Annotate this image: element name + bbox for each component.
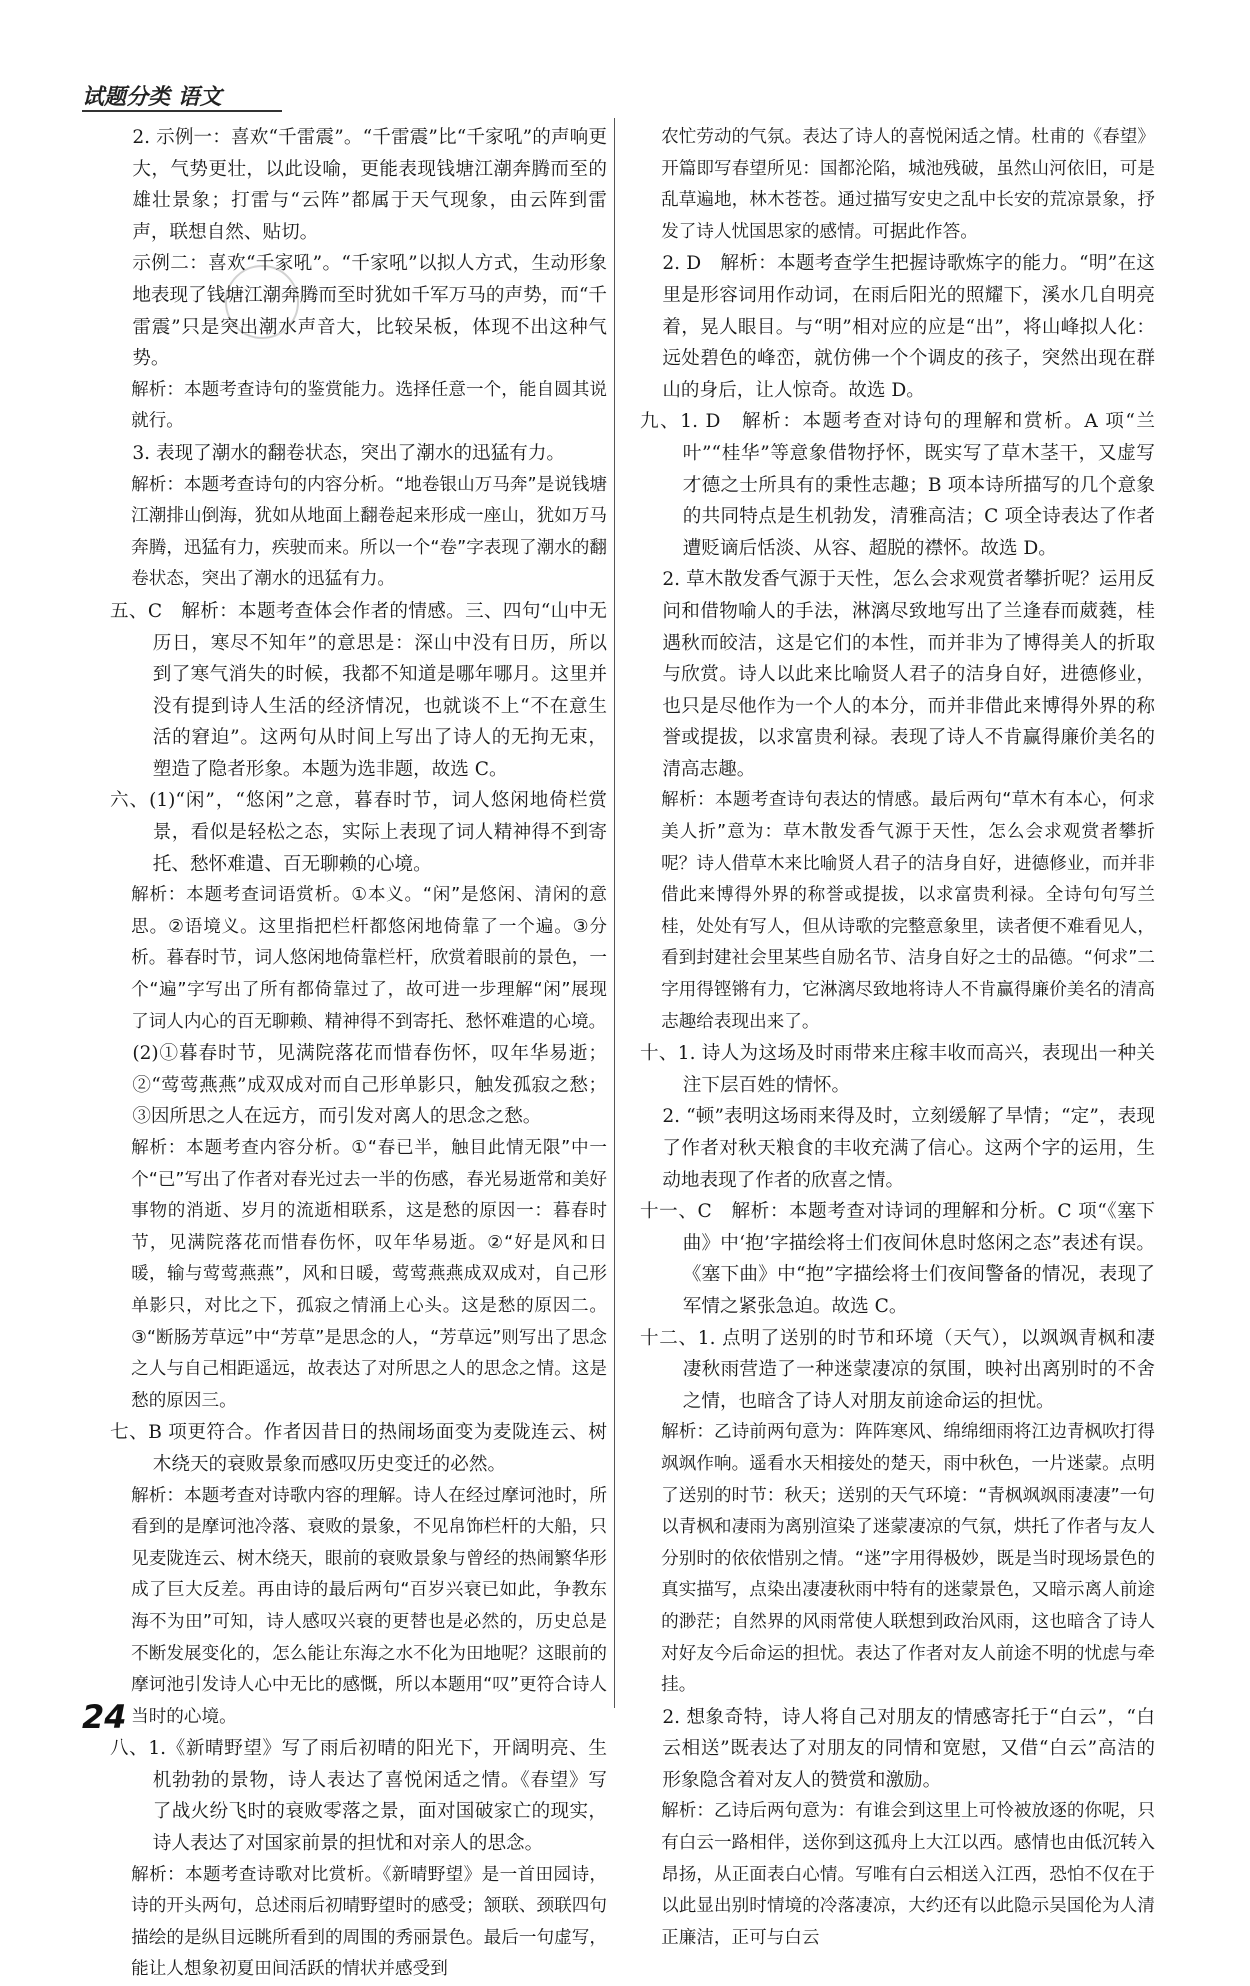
answer-paragraph: 2. 示例一：喜欢“千雷震”。“千雷震”比“千家吼”的声响更大，气势更壮，以此设喻，更能表现钱塘江潮奔腾而至的雄壮景象；打雷与“云阵”都属于天气现象，由云阵到雷声，联想自然、贴切。 [132,127,607,243]
answer-paragraph: 十二、1. 点明了送别的时节和环境（天气），以飒飒青枫和凄凄秋雨营造了一种迷蒙凄凉的氛围，映衬出离别时的不舍之情，也暗含了诗人对朋友前途命运的担忧。 [640,1327,1155,1412]
right-column [640,122,1155,1948]
header-rule [82,110,282,112]
analysis-paragraph: 解析：本题考查诗句的内容分析。“地卷银山万马奔”是说钱塘江潮排山倒海，犹如从地面上翻卷起来形成一座山，犹如万马奔腾，迅猛有力，疾驶而来。所以一个“卷”字表现了潮水的翻卷状态，突出了潮水的迅猛有力。 [131,474,607,590]
answer-paragraph: 十一、C 解析：本题考查对诗词的理解和分析。C 项“《塞下曲》中‘抱’字描绘将士们夜间休息时悠闲之态”表述有误。《塞下曲》中“抱”字描绘将士们夜间警备的情况，表现了军情之紧张急迫。故选 C。 [640,1201,1155,1317]
answer-paragraph: 八、1.《新晴野望》写了雨后初晴的阳光下，开阔明亮、生机勃勃的景物，诗人表达了喜悦闲适之情。《春望》写了战火纷飞时的衰败零落之景，面对国破家亡的现实，诗人表达了对国家前景的担忧和对亲人的思念。 [110,1738,607,1855]
answer-paragraph: 2. 草木散发香气源于天性，怎么会求观赏者攀折呢？运用反问和借物喻人的手法，淋漓尽致地写出了兰逢春而葳蕤，桂遇秋而皎洁，这是它们的本性，而并非为了博得美人的折取与欣赏。诗人以此来比喻贤人君子的洁身自好，进德修业，也只是尽他作为一个人的本分，而并非借此来博得外界的称誉或提拔，以求富贵利禄。表现了诗人不肯赢得廉价美名的清高志趣。 [662,569,1155,780]
answer-paragraph: 2. “顿”表明这场雨来得及时，立刻缓解了旱情；“定”，表现了作者对秋天粮食的丰收充满了信心。这两个字的运用，生动地表现了作者的欣喜之情。 [662,1106,1155,1191]
analysis-paragraph: 解析：本题考查诗句的鉴赏能力。选择任意一个，能自圆其说就行。 [131,379,607,432]
page-number: 24 [82,1698,127,1736]
analysis-paragraph: 解析：乙诗前两句意为：阵阵寒风、绵绵细雨将江边青枫吹打得飒飒作响。遥看水天相接处的楚天，雨中秋色，一片迷蒙。点明了送别的时节：秋天；送别的天气环境：“青枫飒飒雨凄凄”一句以青枫和凄雨为离别渲染了迷蒙凄凉的气氛，烘托了作者与友人分别时的依依惜别之情。“迷”字用得极妙，既是当时现场景色的真实描写，点染出凄凄秋雨中特有的迷蒙景色，又暗示离人前途的渺茫；自然界的风雨常使人联想到政治风雨，这也暗含了诗人对好友今后命运的担忧。表达了作者对友人前途不明的忧虑与牵挂。 [661,1422,1155,1696]
answer-paragraph: 九、1. D 解析：本题考查对诗句的理解和赏析。A 项“兰叶”“桂华”等意象借物抒怀，既实写了草木茎干，又虚写才德之士所具有的秉性志趣；B 项本诗所描写的几个意象的共同特点是生机勃发，清雅高洁；C 项全诗表达了作者遭贬谪后恬淡、从容、超脱的襟怀。故选 D。 [640,411,1155,559]
page-header-title: 试题分类 语文 [82,85,222,110]
answer-paragraph: (2)①暮春时节，见满院落花而惜春伤怀，叹年华易逝；②“莺莺燕燕”成双成对而自己形单影只，触发孤寂之愁；③因所思之人在远方，而引发对离人的思念之愁。 [132,1043,607,1128]
answer-paragraph: 十、1. 诗人为这场及时雨带来庄稼丰收而高兴，表现出一种关注下层百姓的情怀。 [640,1043,1155,1096]
analysis-paragraph: 解析：本题考查对诗歌内容的理解。诗人在经过摩诃池时，所看到的是摩诃池冷落、衰败的景象，不见帛饰栏杆的大船，只见麦陇连云、树木绕天，眼前的衰败景象与曾经的热闹繁华形成了巨大反差。再由诗的最后两句“百岁兴衰已如此，争教东海不为田”可知，诗人感叹兴衰的更替也是必然的，历史总是不断发展变化的，怎么能让东海之水不化为田地呢？这眼前的摩诃池引发诗人心中无比的感慨，所以本题用“叹”更符合诗人当时的心境。 [131,1485,607,1727]
analysis-paragraph: 解析：本题考查内容分析。①“春已半，触目此情无限”中一个“已”写出了作者对春光过去一半的伤感，春光易逝常和美好事物的消逝、岁月的流逝相联系，这是愁的原因一：暮春时节，见满院落花而惜春伤怀，叹年华易逝。②“好是风和日暖，输与莺莺燕燕”，风和日暖，莺莺燕燕成双成对，自己形单影只，对比之下，孤寂之情涌上心头。这是愁的原因二。③“断肠芳草远”中“芳草”是思念的人，“芳草远”则写出了思念之人与自己相距遥远，故表达了对所思之人的思念之情。这是愁的原因三。 [131,1138,607,1411]
analysis-paragraph: 解析：本题考查词语赏析。①本义。“闲”是悠闲、清闲的意思。②语境义。这里指把栏杆都悠闲地倚靠了一个遍。③分析。暮春时节，词人悠闲地倚靠栏杆，欣赏着眼前的景色，一个“遍”字写出了所有都倚靠过了，故可进一步理解“闲”展现了词人内心的百无聊赖、精神得不到寄托、愁怀难遣的心境。 [131,885,607,1032]
answer-paragraph: 2. D 解析：本题考查学生把握诗歌炼字的能力。“明”在这里是形容词用作动词，在雨后阳光的照耀下，溪水几自明亮着，晃人眼目。与“明”相对应的应是“出”，将山峰拟人化：远处碧色的峰峦，就仿佛一个个调皮的孩子，突然出现在群山的身后，让人惊奇。故选 D。 [662,253,1155,401]
answer-paragraph: 五、C 解析：本题考查体会作者的情感。三、四句“山中无历日，寒尽不知年”的意思是：深山中没有日历，所以到了寒气消失的时候，我都不知道是哪年哪月。这里并没有提到诗人生活的经济情况，也就谈不上“不在意生活的窘迫”。这两句从时间上写出了诗人的无拘无束，塑造了隐者形象。本题为选非题，故选 C。 [110,600,607,780]
analysis-paragraph: 农忙劳动的气氛。表达了诗人的喜悦闲适之情。杜甫的《春望》开篇即写春望所见：国都沦陷，城池残破，虽然山河依旧，可是乱草遍地，林木苍苍。通过描写安史之乱中长安的荒凉景象，抒发了诗人忧国思家的感情。可据此作答。 [661,127,1155,242]
answer-paragraph: 2. 想象奇特，诗人将自己对朋友的情感寄托于“白云”，“白云相送”既表达了对朋友的同情和宽慰，又借“白云”高洁的形象隐含着对友人的赞赏和激励。 [662,1706,1155,1791]
answer-paragraph: 六、(1)“闲”，“悠闲”之意，暮春时节，词人悠闲地倚栏赏景，看似是轻松之态，实际上表现了词人精神得不到寄托、愁怀难遣、百无聊赖的心境。 [110,790,607,875]
analysis-paragraph: 解析：本题考查诗歌对比赏析。《新晴野望》是一首田园诗，诗的开头两句，总述雨后初晴野望时的感受；颔联、颈联四句描绘的是纵目远眺所看到的周围的秀丽景色。最后一句虚写，能让人想象初夏田间活跃的情状并感受到 [131,1864,607,1980]
answer-paragraph: 七、B 项更符合。作者因昔日的热闹场面变为麦陇连云、树木绕天的衰败景象而感叹历史变迁的必然。 [110,1422,607,1475]
answer-paragraph: 3. 表现了潮水的翻卷状态，突出了潮水的迅猛有力。 [132,442,566,464]
analysis-paragraph: 解析：乙诗后两句意为：有谁会到这里上可怜被放逐的你呢，只有白云一路相伴，送你到这孤舟上大江以西。感情也由低沉转入昂扬，从正面表白心情。写唯有白云相送入江西，恐怕不仅在于以此显出别时情境的冷落凄凉，大约还有以此隐示吴国伦为人清正廉洁，正可与白云 [661,1801,1155,1948]
column-divider [614,118,615,1708]
answer-paragraph: 示例二：喜欢“千家吼”。“千家吼”以拟人方式，生动形象地表现了钱塘江潮奔腾而至时犹如千军万马的声势，而“千雷震”只是突出潮水声音大，比较呆板，体现不出这种气势。 [132,253,607,370]
left-column [110,122,607,1980]
analysis-paragraph: 解析：本题考查诗句表达的情感。最后两句“草木有本心，何求美人折”意为：草木散发香气源于天性，怎么会求观赏者攀折呢？诗人借草木来比喻贤人君子的洁身自好，进德修业，而并非借此来博得外界的称誉或提拔，以求富贵利禄。全诗句句写兰桂，处处有写人，但从诗歌的完整意象里，读者便不难看见人，看到封建社会里某些自励名节、洁身自好之士的品德。“何求”二字用得铿锵有力，它淋漓尽致地将诗人不肯赢得廉价美名的清高志趣给表现出来了。 [661,790,1155,1032]
